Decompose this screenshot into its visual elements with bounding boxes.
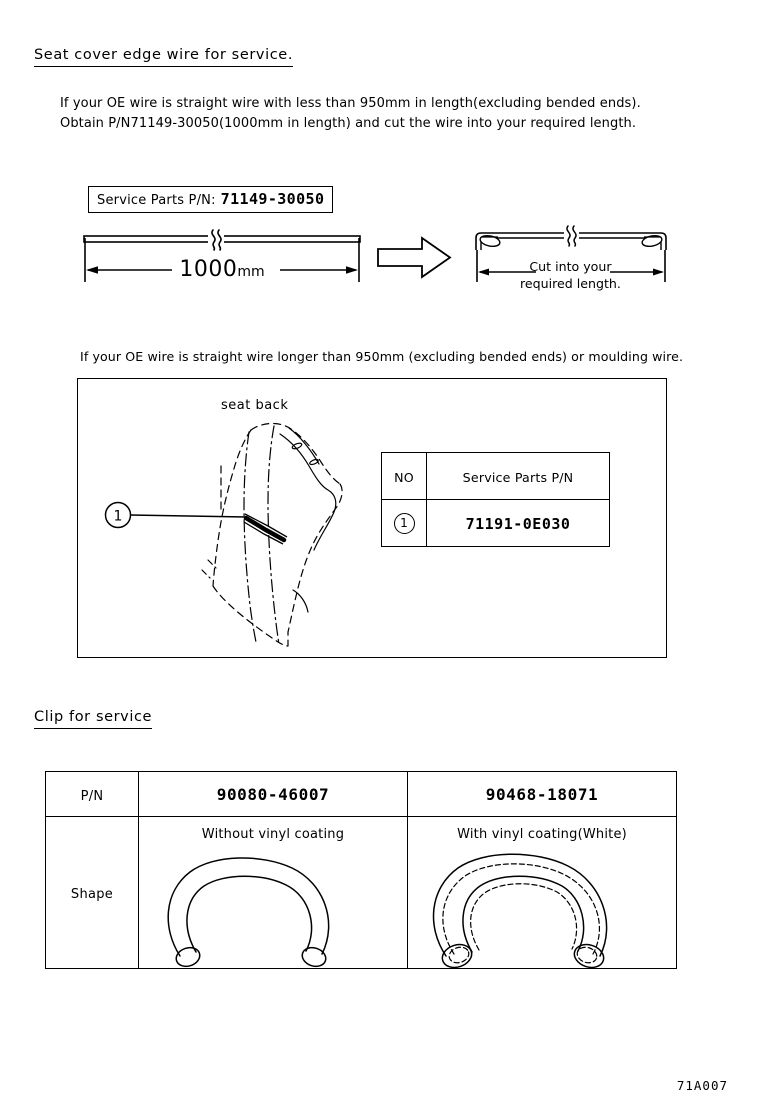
header-label-part-number: Service Parts P/N bbox=[462, 469, 574, 485]
seat-outline-right bbox=[288, 484, 342, 632]
header-cell-part-number bbox=[427, 453, 610, 500]
cell-part-number bbox=[427, 500, 610, 547]
service-parts-pn-label: Service Parts P/N: bbox=[97, 193, 216, 208]
circled-number-1: 1 bbox=[394, 513, 415, 534]
dimension-arrow-right-icon bbox=[346, 266, 358, 274]
wire-end-hook-left-icon bbox=[479, 234, 501, 248]
headrest-hole-1-icon bbox=[292, 442, 303, 450]
clip-shape-caption-1: Without vinyl coating bbox=[201, 827, 345, 842]
service-parts-pn-box bbox=[88, 186, 333, 213]
clip-cell-pn-col1 bbox=[139, 772, 408, 817]
straight-wire-svg bbox=[80, 224, 364, 294]
clip-label-shape-text: Shape bbox=[70, 887, 114, 902]
seat-back-drawing bbox=[113, 418, 368, 654]
wire-break-symbol-icon bbox=[564, 226, 579, 246]
seat-cushion-contour bbox=[293, 590, 308, 612]
dimension-label-1000mm: 1000mm bbox=[179, 257, 265, 282]
clip-coating-outer-arc bbox=[434, 854, 607, 956]
clip-vinyl-svg bbox=[424, 856, 624, 964]
wire-instruction-paragraph bbox=[60, 94, 641, 134]
dimension-arrow-left-icon bbox=[478, 269, 489, 276]
cut-wire-caption-line-1: Cut into your bbox=[529, 259, 612, 274]
seat-seam-center bbox=[244, 432, 256, 642]
edge-wire-part bbox=[244, 514, 287, 544]
dimension-value: 1000 bbox=[179, 257, 238, 282]
section-heading-clip-for-service: Clip for service bbox=[34, 709, 152, 729]
clip-row-label-shape bbox=[46, 817, 139, 969]
transform-arrow bbox=[376, 236, 454, 284]
clip-row-label-pn bbox=[46, 772, 139, 817]
clip-tip-left-icon bbox=[174, 945, 202, 970]
clip-shape-plain-drawing bbox=[152, 856, 352, 968]
dimension-arrow-left-icon bbox=[86, 266, 98, 274]
clip-inner-arc bbox=[187, 876, 312, 952]
seat-outline-left bbox=[213, 430, 251, 586]
service-parts-table bbox=[381, 452, 610, 547]
right-arrow-icon bbox=[378, 238, 450, 277]
seat-back-label: seat back bbox=[221, 398, 289, 413]
clip-shape-caption-2: With vinyl coating(White) bbox=[457, 827, 627, 842]
wire-instruction-line-2: Obtain P/N71149-30050(1000mm in length) and cut the wire into your required length. bbox=[60, 116, 637, 131]
header-cell-no bbox=[382, 453, 427, 500]
footer-document-code: 71A007 bbox=[676, 1078, 728, 1093]
right-arrow-svg bbox=[376, 236, 454, 280]
seat-back-svg bbox=[113, 418, 368, 650]
seat-cushion-edge-2 bbox=[202, 570, 210, 578]
clip-tip-right-icon bbox=[571, 941, 606, 971]
clip-label-pn-text: P/N bbox=[80, 788, 104, 804]
clip-cell-pn-col2 bbox=[408, 772, 677, 817]
headrest-hole-2-icon bbox=[309, 458, 319, 465]
clip-wire-hidden-inner bbox=[471, 884, 577, 950]
header-label-no: NO bbox=[394, 469, 414, 485]
clip-outer-arc bbox=[168, 858, 328, 956]
clip-table-pn-row bbox=[46, 772, 677, 817]
table-header-row bbox=[382, 453, 610, 500]
part-number-value: 71191-0E030 bbox=[465, 514, 571, 533]
clip-shape-vinyl-drawing bbox=[424, 856, 624, 968]
clip-part-number-2: 90468-18071 bbox=[485, 784, 599, 804]
table-row bbox=[382, 500, 610, 547]
seat-outline-bottom bbox=[213, 586, 288, 646]
clip-part-number-1: 90080-46007 bbox=[216, 784, 330, 804]
service-parts-pn-value: 71149-30050 bbox=[220, 190, 325, 208]
callout-number-text: 1 bbox=[113, 508, 123, 525]
wire-instruction-line-1: If your OE wire is straight wire with less than 950mm in length(excluding bended ends). bbox=[60, 96, 641, 111]
cut-wire-caption bbox=[520, 258, 621, 292]
cut-wire-caption-line-2: required length. bbox=[520, 276, 621, 291]
cell-callout-number bbox=[382, 500, 427, 547]
straight-wire-diagram bbox=[80, 224, 364, 298]
clip-coating-inner-arc bbox=[463, 876, 584, 952]
dimension-arrow-right-icon bbox=[653, 269, 664, 276]
seat-bolster-contour bbox=[280, 434, 336, 550]
wire-end-hook-right-icon bbox=[641, 234, 663, 248]
wire-break-symbol-icon bbox=[208, 230, 224, 250]
section-heading-seat-cover-edge-wire: Seat cover edge wire for service. bbox=[34, 47, 293, 67]
moulding-wire-paragraph: If your OE wire is straight wire longer than 950mm (excluding bended ends) or moulding wire. bbox=[80, 349, 684, 364]
clip-plain-svg bbox=[152, 856, 352, 964]
